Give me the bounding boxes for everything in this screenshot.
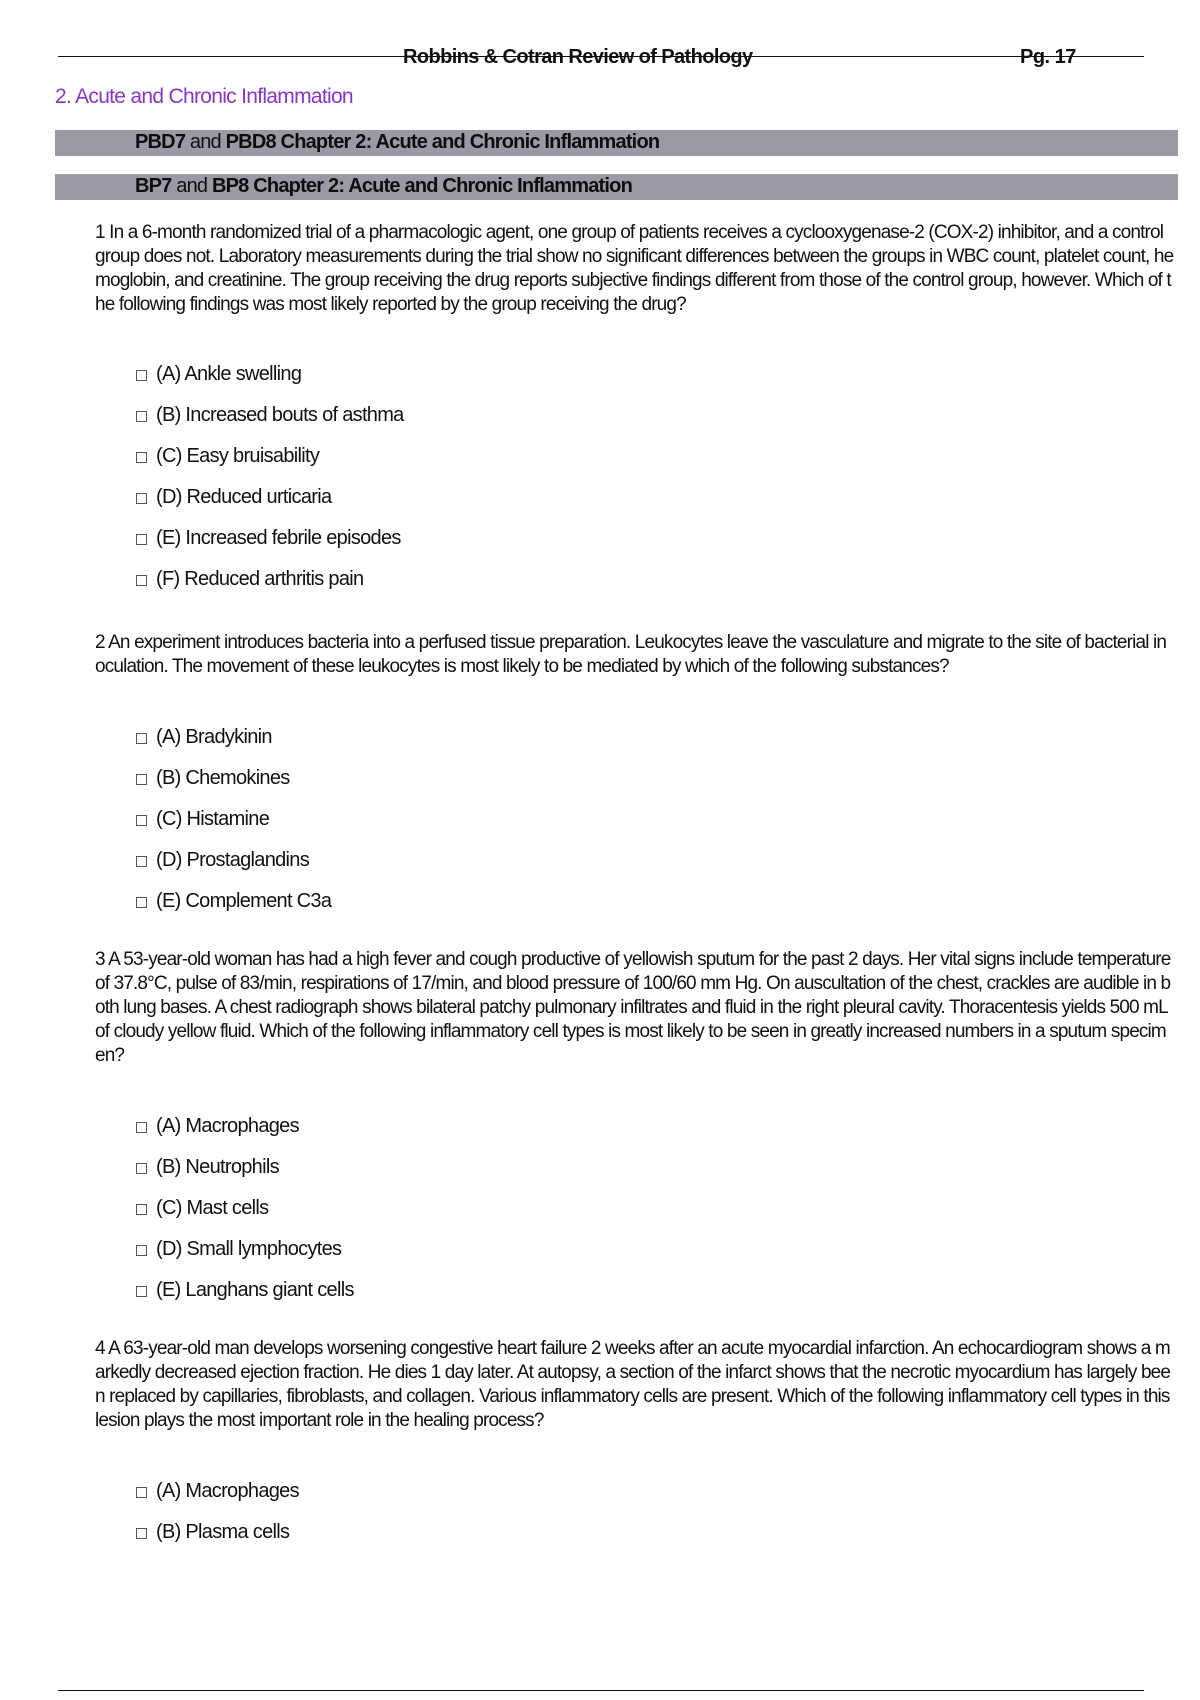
checkbox-icon[interactable] <box>136 1122 147 1133</box>
answer-option[interactable] <box>136 808 331 849</box>
footer-rule <box>58 1690 1144 1691</box>
question-2-options <box>136 726 331 931</box>
option-label: (D) Small lymphocytes <box>156 1238 342 1260</box>
checkbox-icon[interactable] <box>136 1245 147 1256</box>
book-title: Robbins & Cotran Review of Pathology <box>403 46 753 68</box>
answer-option[interactable] <box>136 404 404 445</box>
checkbox-icon[interactable] <box>136 1204 147 1215</box>
chapter-heading: 2. Acute and Chronic Inflammation <box>55 85 353 108</box>
page-number: Pg. 17 <box>1020 46 1076 68</box>
question-3-options <box>136 1115 354 1320</box>
answer-option[interactable] <box>136 1279 354 1320</box>
option-label: (D) Reduced urticaria <box>156 486 332 508</box>
page-header <box>58 46 1144 72</box>
checkbox-icon[interactable] <box>136 1528 147 1539</box>
checkbox-icon[interactable] <box>136 897 147 908</box>
checkbox-icon[interactable] <box>136 1487 147 1498</box>
band-label: PBD7 and PBD8 Chapter 2: Acute and Chronic Inflammation <box>135 131 660 153</box>
option-label: (E) Increased febrile episodes <box>156 527 401 549</box>
answer-option[interactable] <box>136 726 331 767</box>
option-label: (A) Macrophages <box>156 1115 299 1137</box>
checkbox-icon[interactable] <box>136 856 147 867</box>
checkbox-icon[interactable] <box>136 1286 147 1297</box>
answer-option[interactable] <box>136 527 404 568</box>
question-1-options <box>136 363 404 609</box>
answer-option[interactable] <box>136 363 404 404</box>
option-label: (B) Plasma cells <box>156 1521 290 1543</box>
answer-option[interactable] <box>136 1521 299 1562</box>
option-label: (E) Langhans giant cells <box>156 1279 354 1301</box>
checkbox-icon[interactable] <box>136 733 147 744</box>
chapter-band-pbd <box>55 130 1178 156</box>
answer-option[interactable] <box>136 1480 299 1521</box>
option-label: (C) Histamine <box>156 808 270 830</box>
question-3-text: 3 A 53-year-old woman has had a high fever and cough productive of yellowish sputum for the past 2 days. Her vital signs include temperature of 37.8°C, pulse of 83/min, respirations of 17/min, and blood pressure of 100/60 mm Hg. On auscultation of the chest, crackles are audible in both lung bases. A chest radiograph shows bilateral patchy pulmonary infiltrates and fluid in the right pleural cavity. Thoracentesis yields 500 mL of cloudy yellow fluid. Which of the following inflammatory cell types is most likely to be seen in greatly increased numbers in a sputum specimen? <box>95 949 1171 1066</box>
answer-option[interactable] <box>136 767 331 808</box>
checkbox-icon[interactable] <box>136 774 147 785</box>
checkbox-icon[interactable] <box>136 452 147 463</box>
answer-option[interactable] <box>136 486 404 527</box>
answer-option[interactable] <box>136 1115 354 1156</box>
option-label: (A) Ankle swelling <box>156 363 302 385</box>
question-4-text: 4 A 63-year-old man develops worsening congestive heart failure 2 weeks after an acute myocardial infarction. An echocardiogram shows a markedly decreased ejection fraction. He dies 1 day later. At autopsy, a section of the infarct shows that the necrotic myocardium has largely been replaced by capillaries, fibroblasts, and collagen. Various inflammatory cells are present. Which of the following inflammatory cell types in this lesion plays the most important role in the healing process? <box>95 1338 1171 1431</box>
checkbox-icon[interactable] <box>136 815 147 826</box>
question-2-text: 2 An experiment introduces bacteria into a perfused tissue preparation. Leukocytes leave the vasculature and migrate to the site of bacterial inoculation. The movement of these leukocytes is most likely to be mediated by which of the following substances? <box>95 632 1167 677</box>
option-label: (A) Bradykinin <box>156 726 272 748</box>
option-label: (C) Easy bruisability <box>156 445 320 467</box>
answer-option[interactable] <box>136 568 404 609</box>
answer-option[interactable] <box>136 1197 354 1238</box>
answer-option[interactable] <box>136 1156 354 1197</box>
checkbox-icon[interactable] <box>136 534 147 545</box>
question-1-text: 1 In a 6-month randomized trial of a pharmacologic agent, one group of patients receives a cyclooxygenase-2 (COX-2) inhibitor, and a control group does not. Laboratory measurements during the trial show no significant differences between the groups in WBC count, platelet count, hemoglobin, and creatinine. The group receiving the drug reports subjective findings different from those of the control group, however. Which of the following findings was most likely reported by the group receiving the drug? <box>95 222 1174 315</box>
band-label: BP7 and BP8 Chapter 2: Acute and Chronic Inflammation <box>135 175 632 197</box>
answer-option[interactable] <box>136 849 331 890</box>
answer-option[interactable] <box>136 445 404 486</box>
checkbox-icon[interactable] <box>136 411 147 422</box>
option-label: (B) Increased bouts of asthma <box>156 404 404 426</box>
option-label: (E) Complement C3a <box>156 890 332 912</box>
option-label: (A) Macrophages <box>156 1480 299 1502</box>
answer-option[interactable] <box>136 890 331 931</box>
checkbox-icon[interactable] <box>136 575 147 586</box>
chapter-band-bp <box>55 174 1178 200</box>
option-label: (B) Neutrophils <box>156 1156 279 1178</box>
option-label: (F) Reduced arthritis pain <box>156 568 364 590</box>
checkbox-icon[interactable] <box>136 1163 147 1174</box>
option-label: (C) Mast cells <box>156 1197 269 1219</box>
checkbox-icon[interactable] <box>136 370 147 381</box>
question-4-options <box>136 1480 299 1562</box>
checkbox-icon[interactable] <box>136 493 147 504</box>
option-label: (D) Prostaglandins <box>156 849 310 871</box>
answer-option[interactable] <box>136 1238 354 1279</box>
option-label: (B) Chemokines <box>156 767 290 789</box>
